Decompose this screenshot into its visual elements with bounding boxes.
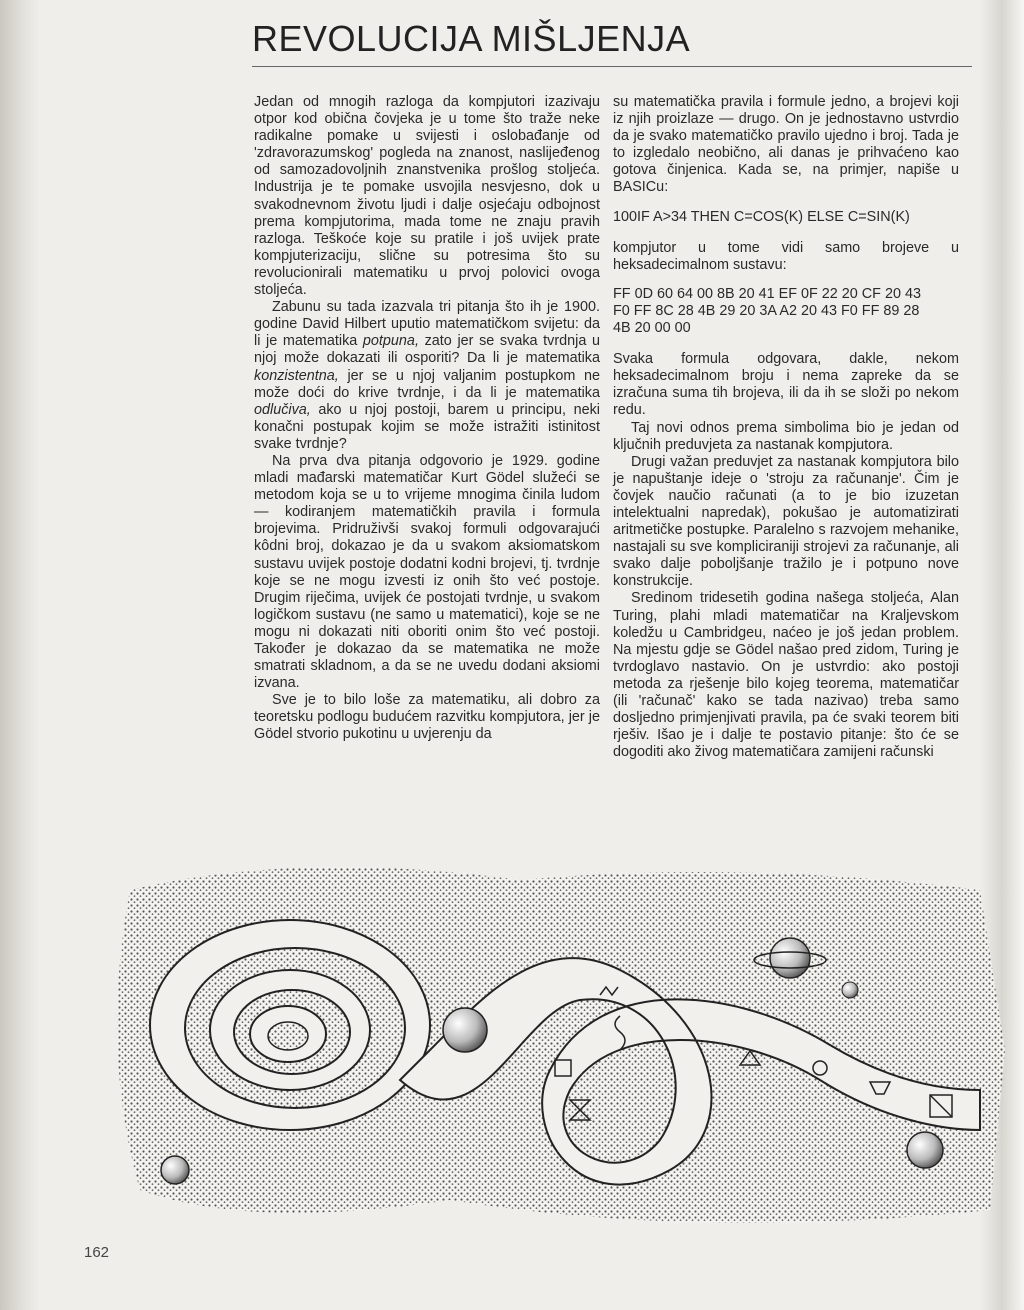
text-run: Zabunu su tada izazvala tri pitanja što ih je 1900. godine David Hilbert uputio matematičkom svijetu: da li je matematika [254, 299, 600, 350]
emphasis-potpuna: potpuna, [362, 333, 419, 350]
right-column [613, 94, 959, 761]
left-paragraph-1: Jedan od mnogih razloga da kompjutori izazivaju otpor kod obična čovjeka je u tome što traže neke radikalne pomake u svijesti i oslobađanje od 'zdravorazumskog' pogleda na znanost, naslijeđenog od samozadovoljnih znanstvenika prošlog stoljeća. Industrija je te pomake usvojila nesvjesno, dok u svakodnevnom životu ljudi i dalje osjećaju odbojnost prema kompjutorima, mada tome ne znaju pravih razloga. Teškoće koje su pratile i još uvijek prate kompjuterizaciju, slične su potresima što su revolucionirali matematiku u prvoj polovici ovoga stoljeća. [254, 94, 600, 299]
left-paragraph-2 [254, 299, 600, 453]
right-paragraph-1: su matematička pravila i formule jedno, a brojevi koji iz njih proizlaze — drugo. On je jednostavno ustvrdio da je svako matematičko pravilo ujedno i broj. Tada je to izgledalo neobično, ali danas je prihvaćeno kao gotova činjenica. Kada se, na primjer, napiše u BASICu: [613, 94, 959, 196]
emphasis-konzistentna: konzistentna, [254, 367, 339, 384]
text-run: zato jer se svaka tvrdnja u njoj može dokazati ili osporiti? Da li je matematika [254, 333, 601, 367]
left-paragraph-4: Sve je to bilo loše za matematiku, ali dobro za teoretsku podlogu budućem razvitku kompjutora, jer je Gödel stvorio pukotinu u uvjerenju da [254, 692, 600, 743]
infinite-tape-illustration [100, 850, 1005, 1230]
left-paragraph-3: Na prva dva pitanja odgovorio je 1929. godine mladi mađarski matematičar Kurt Gödel služeći se metodom koja se u to vrijeme mnogima činila ludom — kodiranjem matematičkih pravila i formula brojevima. Pridruživši svakoj formuli odgovarajući kôdni broj, dokazao je da u svakom aksiomatskom sustavu uvijek postoje dodatni kodni brojevi, tj. tvrdnje koje se ne mogu izvesti iz onih što već postoje. Drugim riječima, uvijek će postojati tvrdnje, u svakom logičkom sustavu (ne samo u matematici), koje se ne mogu ni dokazati niti oboriti onim što već postoji. Također je dokazao da se matematika ne može smatrati skladnom, a da se ne uvedu dodani aksiomi izvana. [254, 452, 600, 692]
right-paragraph-4: Taj novi odnos prema simbolima bio je jedan od ključnih preduvjeta za nastanak kompjutora. [613, 419, 959, 453]
page-title: REVOLUCIJA MIŠLJENJA [252, 18, 691, 59]
title-rule [252, 66, 972, 67]
planet-small-right [842, 982, 858, 998]
right-paragraph-6: Sredinom tridesetih godina našega stoljeća, Alan Turing, plahi mladi matematičar na Kraljevskom koledžu u Cambridgeu, naćeo je još jedan problem. Na mjestu gdje se Gödel našao pred zidom, Turing je tvrdoglavo nastavio. On je ustvrdio: ako postoji metoda za rješenje bilo kojeg teorema, matematičar (ili 'računač' kako se tada nazivao) treba samo dosljedno primjenjivati pravila, pa će svaki teorem biti rješiv. Išao je i dalje te postavio pitanje: što će se dogoditi ako živog matematičara zamijeni računski [613, 590, 959, 761]
right-paragraph-5: Drugi važan preduvjet za nastanak kompjutora bilo je napuštanje ideje o 'stroju za računanje'. Čim je čovjek naučio računati (a to je bio izuzetan intelektualni napredak), pokušao je automatizirati aritmetičke postupke. Paralelno s razvojem mehanike, nastajali su sve kompliciraniji strojevi za računanje, ali svako dalje poboljšanje tražilo je i potpuno nove konstrukcije. [613, 453, 959, 590]
right-paragraph-2: kompjutor u tome vidi samo brojeve u heksadecimalnom sustavu: [613, 239, 959, 273]
text-run: jer se u njoj valjanim postupkom ne može doći do krive tvrdnje, i da li je matematika [254, 367, 600, 401]
hex-line: F0 FF 8C 28 4B 29 20 3A A2 20 43 F0 FF 89 28 [613, 302, 920, 319]
planet-right [907, 1132, 943, 1168]
basic-code-line: 100IF A>34 THEN C=COS(K) ELSE C=SIN(K) [613, 208, 910, 225]
hex-line: 4B 20 00 00 [613, 320, 691, 337]
book-spine-shadow [0, 0, 40, 1310]
hex-dump [613, 286, 959, 337]
tape-loop-core [268, 1022, 308, 1050]
right-paragraph-3: Svaka formula odgovara, dakle, nekom heksadecimalnom broju i nema zapreke da se izračuna suma tih brojeva, ili da ih se složi po nekom redu. [613, 351, 959, 419]
emphasis-odluciva: odlučiva, [254, 401, 311, 418]
planet-lower-left [161, 1156, 189, 1184]
text-run: ako u njoj postoji, barem u principu, neki konačni postupak kojim se može istražiti istinitost svake tvrdnje? [254, 401, 600, 452]
left-column [254, 94, 600, 744]
page-number: 162 [84, 1244, 110, 1261]
planet-center [443, 1008, 487, 1052]
hex-line: FF 0D 60 64 00 8B 20 41 EF 0F 22 20 CF 20 43 [613, 285, 921, 302]
